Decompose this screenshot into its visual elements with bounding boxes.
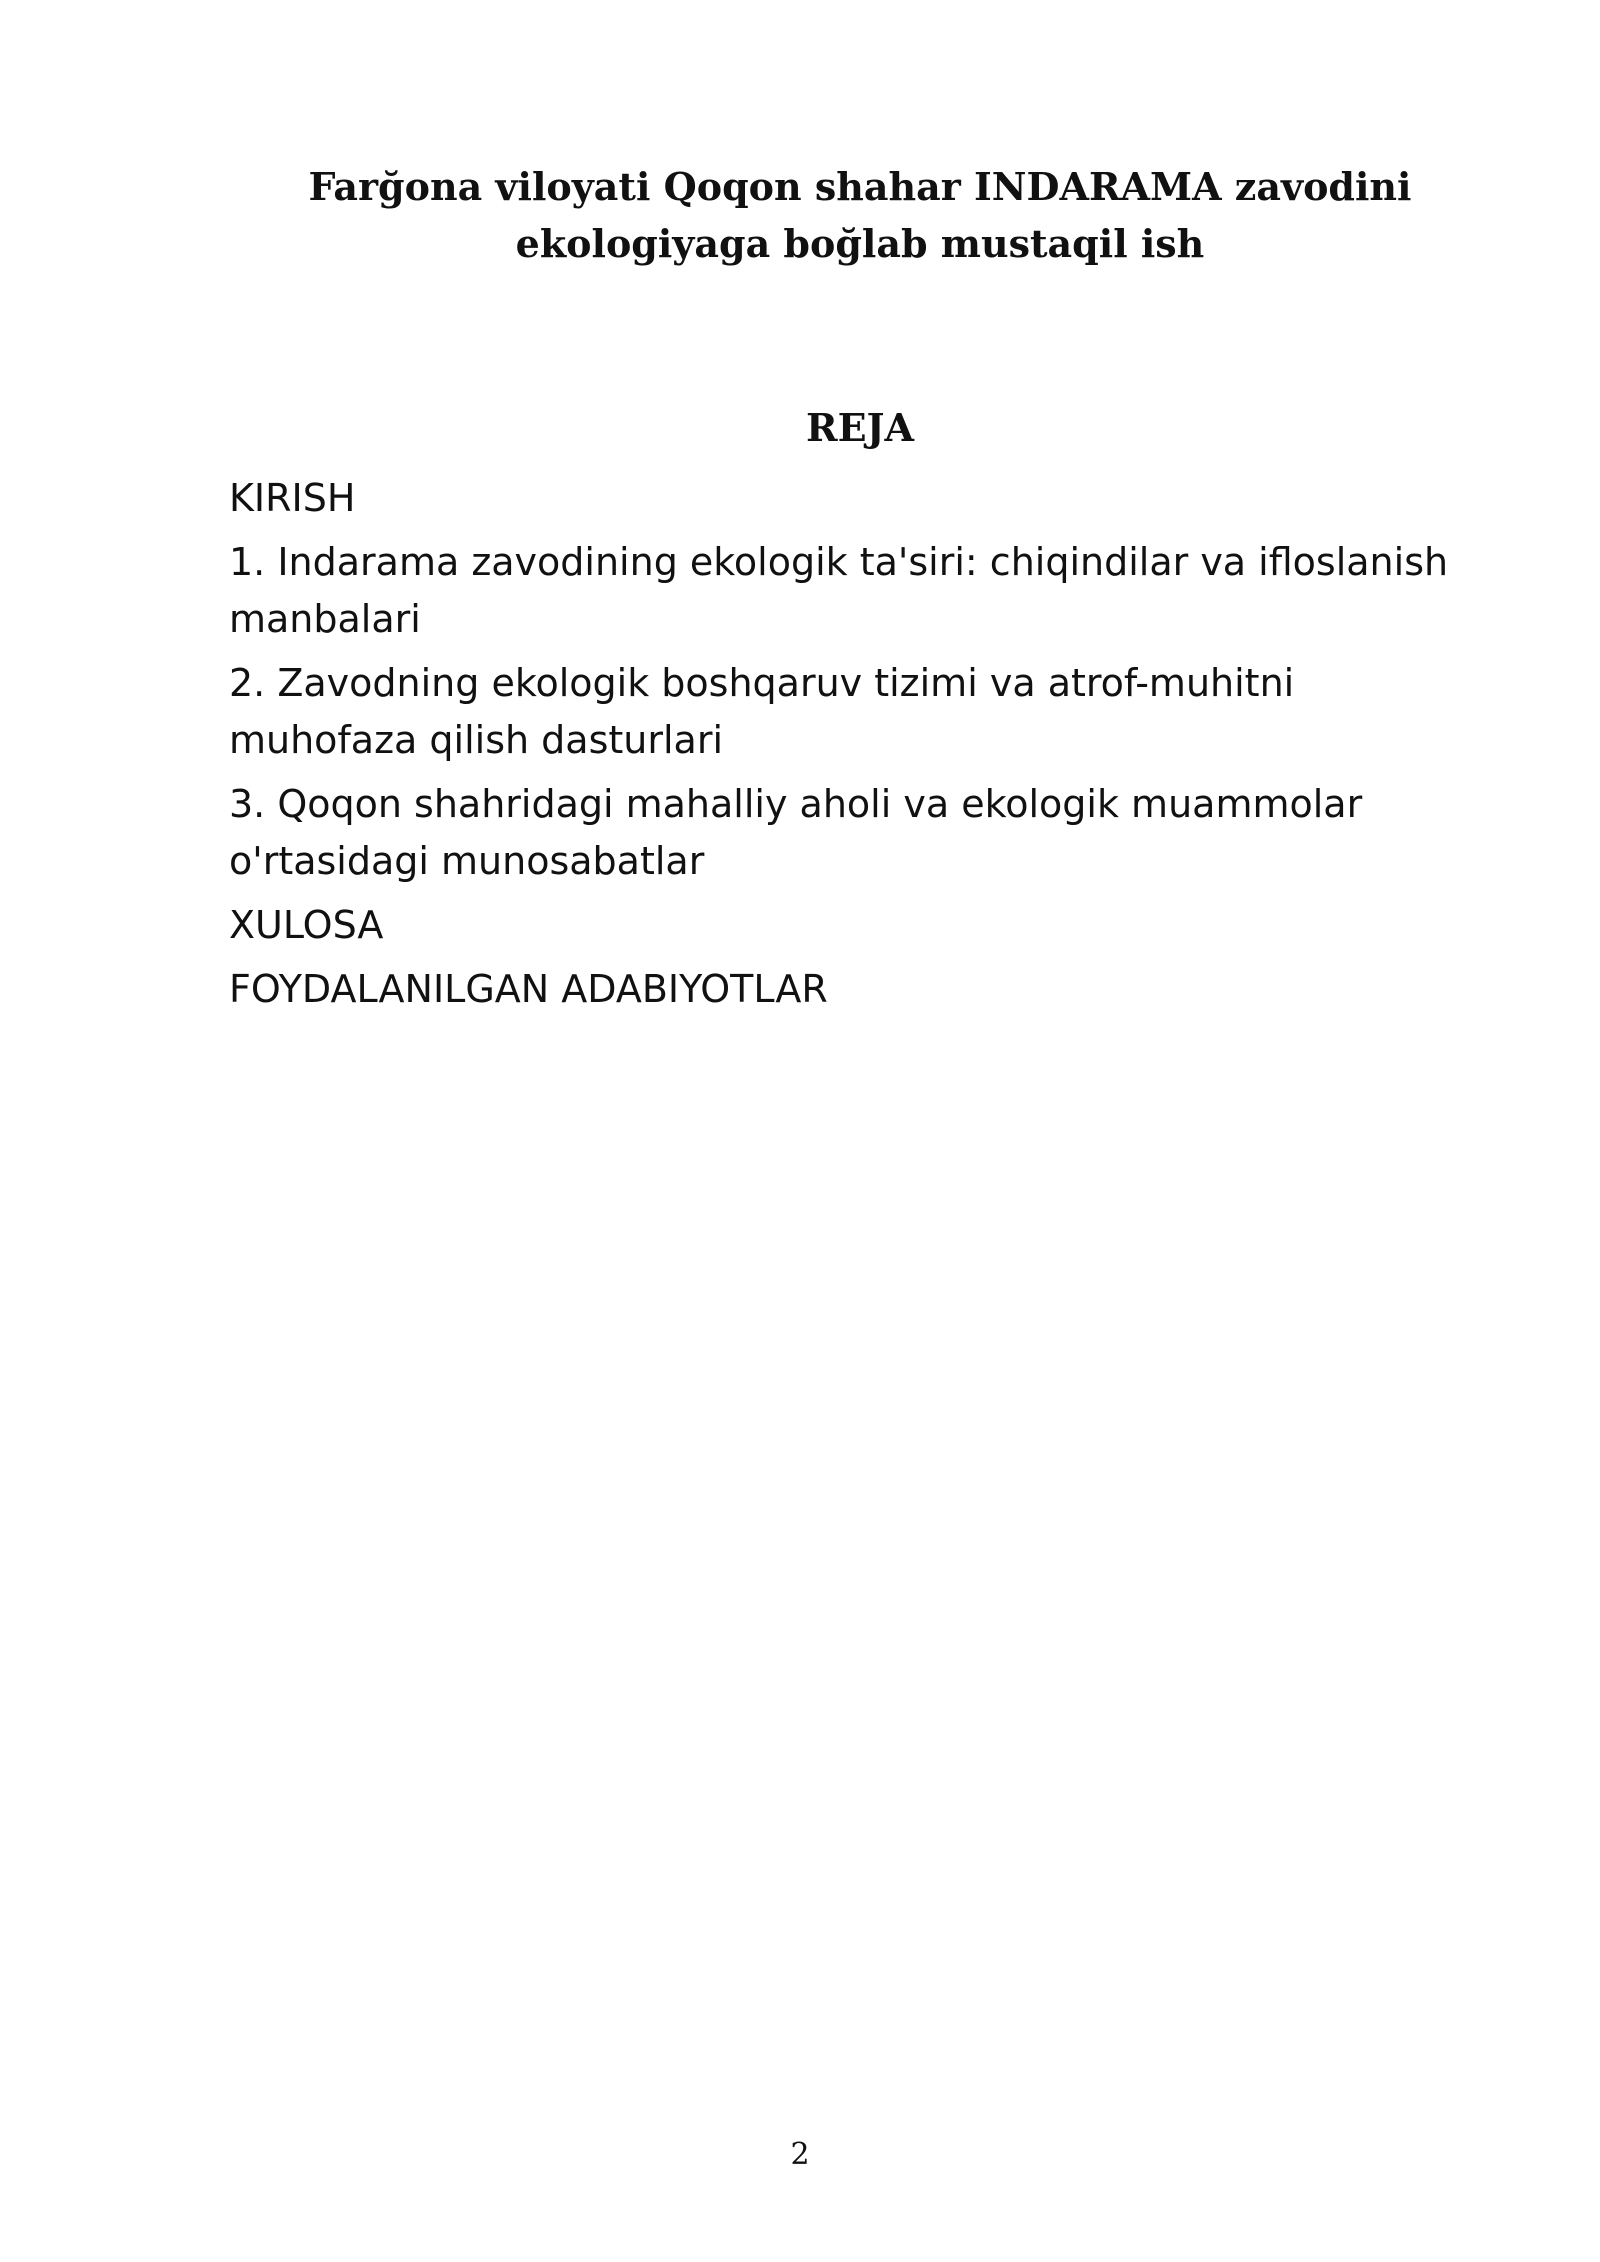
document-title-line: ekologiyaga boğlab mustaqil ish [515,221,1205,266]
plan-item-line: manbalari [229,597,421,641]
plan-item-line: XULOSA [229,903,384,947]
plan-item-2 [229,655,1489,769]
document-title-line: Farğona viloyati Qoqon shahar INDARAMA zavodini [308,164,1412,209]
plan-item-line: 3. Qoqon shahridagi mahalliy aholi va ekologik muammolar [229,782,1363,826]
plan-item-3 [229,776,1489,890]
plan-item-line: KIRISH [229,476,356,520]
plan-item-line: muhofaza qilish dasturlari [229,718,723,762]
plan-item-line: o'rtasidagi munosabatlar [229,839,705,883]
plan-item-introduction [229,470,1489,527]
plan-item-references [229,961,1489,1018]
plan-item-line: 2. Zavodning ekologik boshqaruv tizimi va atrof-muhitni [229,661,1295,705]
plan-item-line: FOYDALANILGAN ADABIYOTLAR [229,967,828,1011]
plan-item-1 [229,534,1489,648]
document-title [230,158,1490,272]
plan-list [229,470,1489,1025]
plan-item-conclusion [229,897,1489,954]
page-number: 2 [790,2137,810,2172]
plan-heading: REJA [805,405,914,450]
plan-item-line: 1. Indarama zavodining ekologik ta'siri: chiqindilar va ifloslanish [229,540,1449,584]
